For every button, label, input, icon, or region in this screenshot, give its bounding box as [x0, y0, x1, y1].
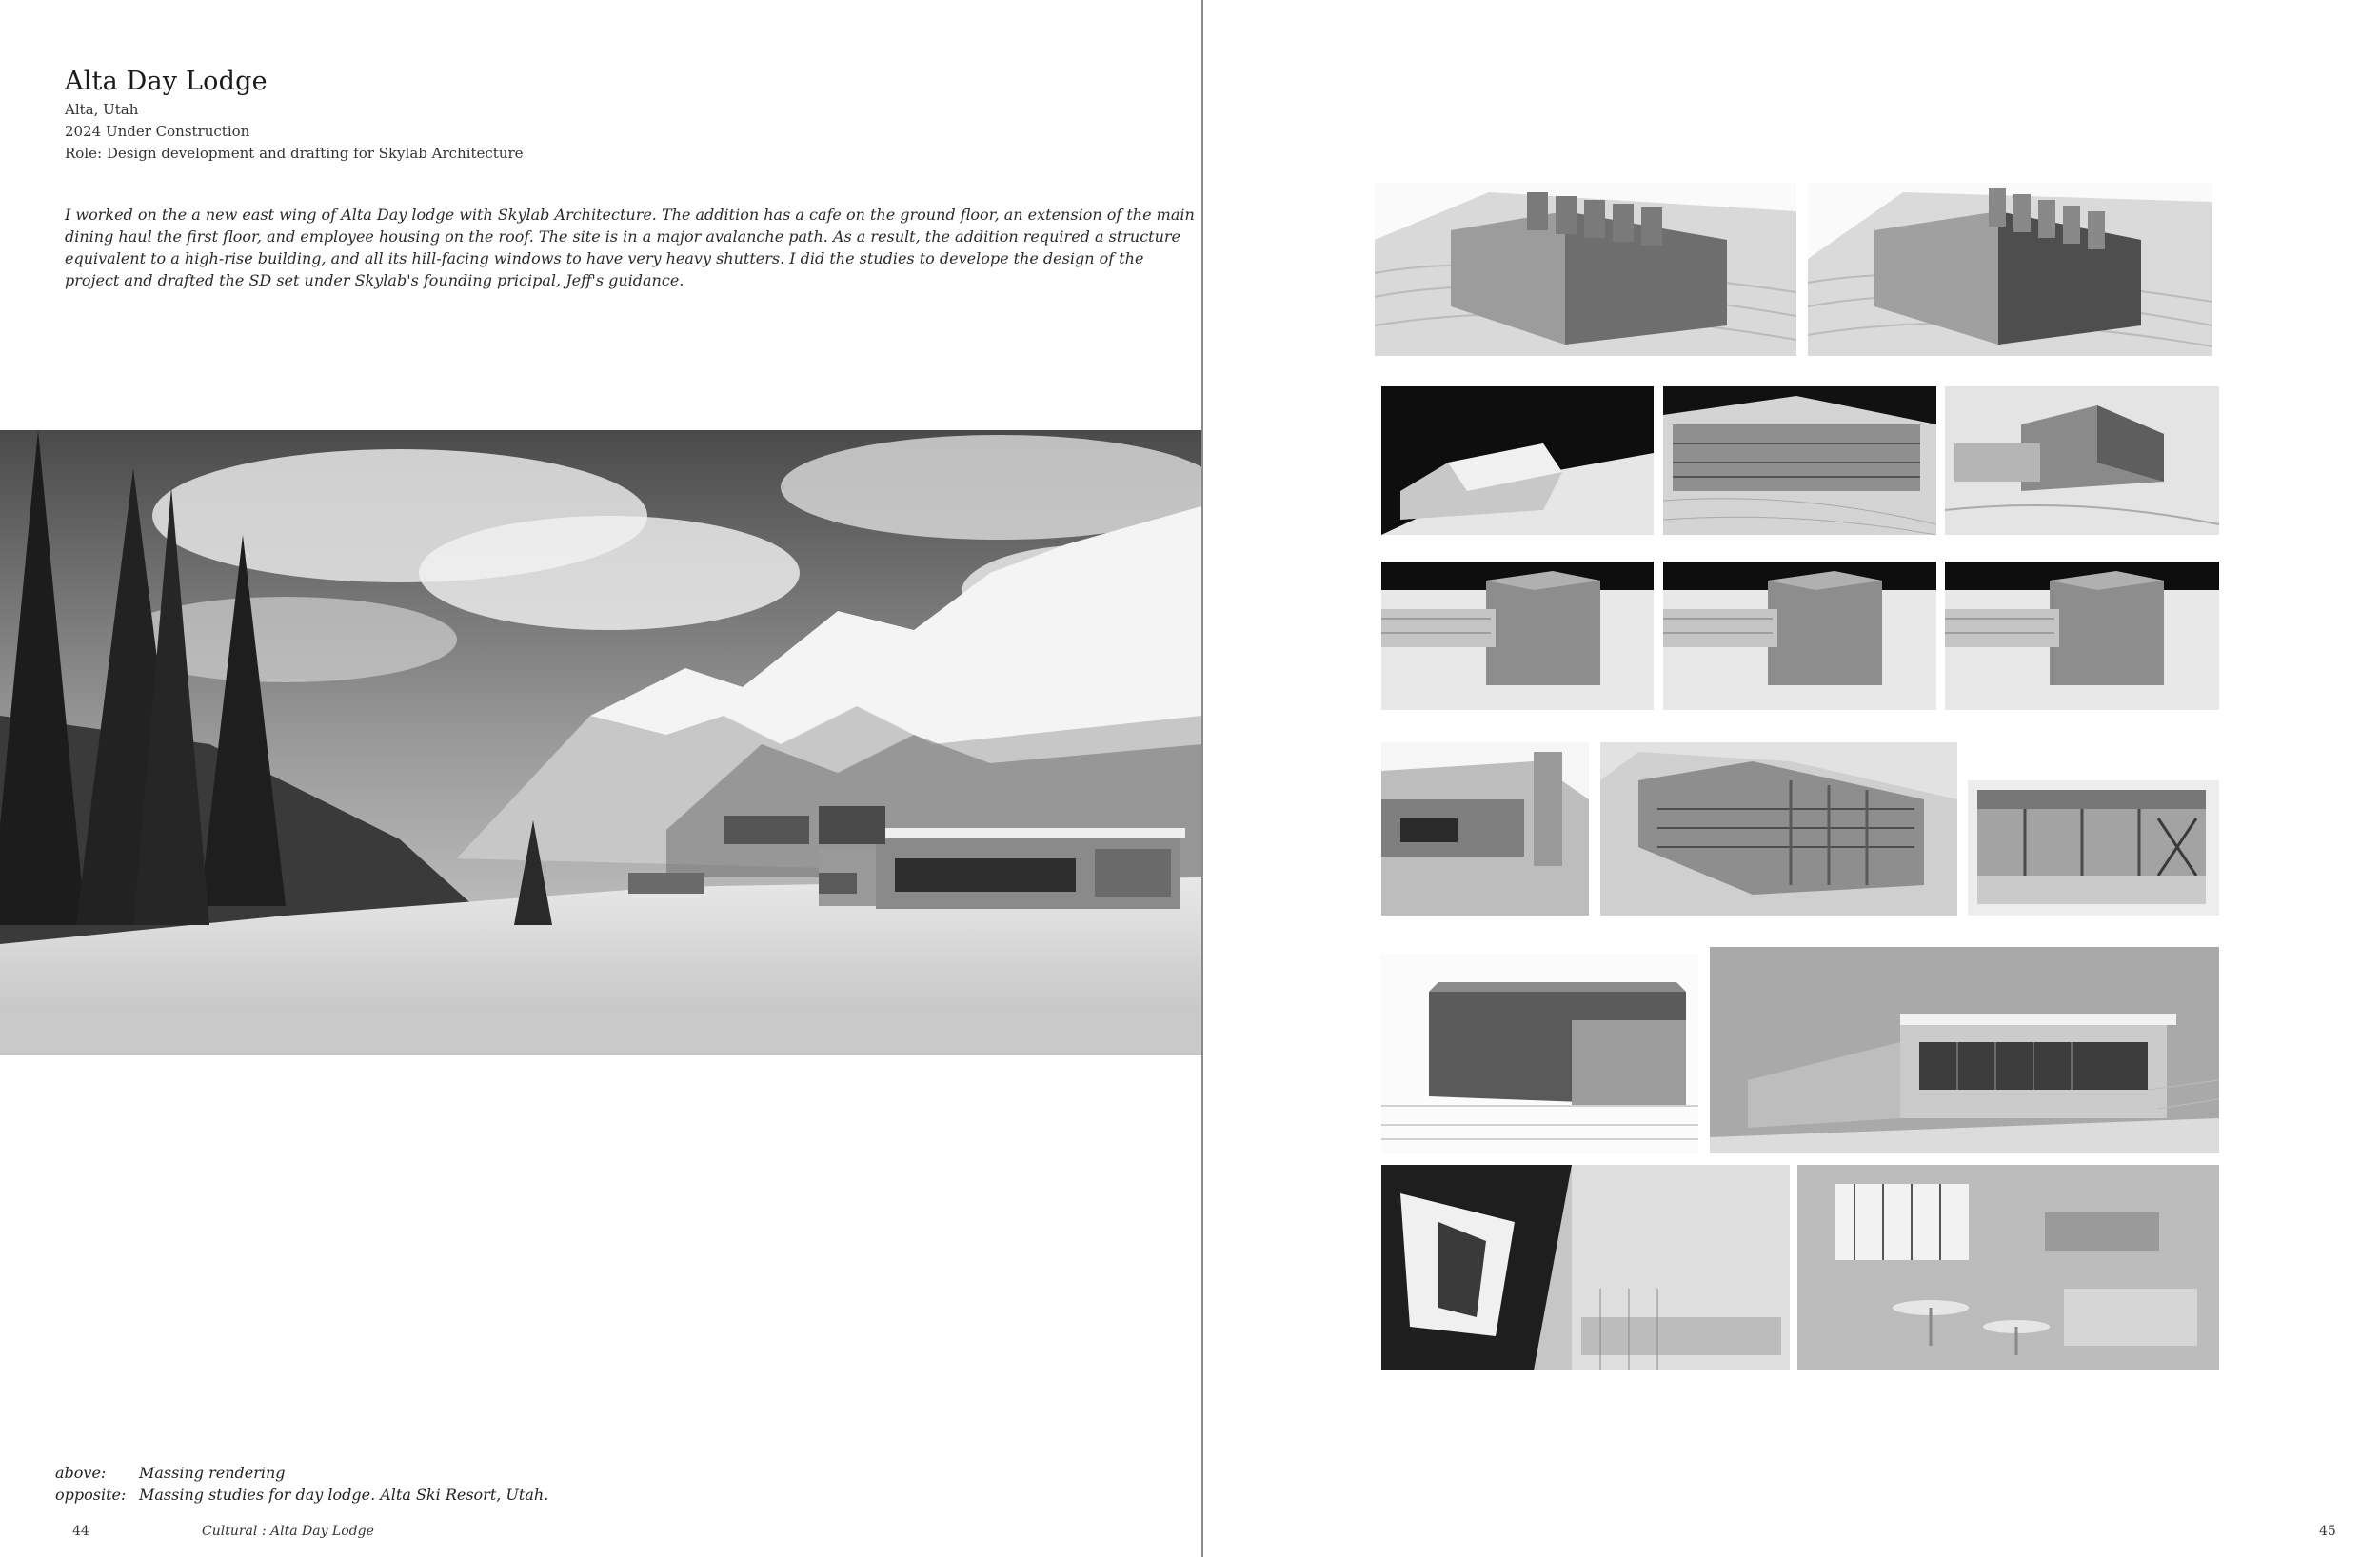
- massing-thumb-terraced: [1600, 742, 1957, 916]
- massing-thumb-dark-3: [1945, 386, 2219, 535]
- project-role: Role: Design development and drafting for Skylab Architecture: [65, 145, 524, 162]
- massing-thumb-tower-section: [1381, 742, 1589, 916]
- spread-divider: [1201, 0, 1203, 1557]
- running-head: Cultural : Alta Day Lodge: [202, 1524, 374, 1539]
- massing-thumb-east-elevation: [1381, 954, 1698, 1153]
- project-title: Alta Day Lodge: [65, 67, 268, 96]
- massing-thumb-aerial-a: [1375, 183, 1796, 356]
- caption-key: opposite:: [55, 1486, 127, 1504]
- massing-thumb-interior-cafe: [1797, 1165, 2219, 1370]
- description-line: I worked on the a new east wing of Alta Day lodge with Skylab Architecture. The addition has a cafe on the ground floor, an extension of the main: [65, 206, 1195, 224]
- project-description: [65, 204, 1195, 291]
- project-status: 2024 Under Construction: [65, 123, 250, 140]
- massing-thumb-framed-section: [1968, 780, 2219, 916]
- project-location: Alta, Utah: [65, 101, 139, 118]
- caption-opposite: [55, 1486, 548, 1504]
- caption-text: Massing rendering: [139, 1464, 286, 1482]
- description-line: equivalent to a high-rise building, and all its hill-facing windows to have very heavy shutters. I did the studies to develope the design of the: [65, 249, 1144, 267]
- massing-thumb-main-lodge: [1710, 947, 2219, 1153]
- massing-thumb-east-1: [1381, 562, 1654, 710]
- massing-thumb-east-3: [1945, 562, 2219, 710]
- massing-thumb-aerial-b: [1808, 183, 2212, 356]
- massing-thumb-dark-2: [1663, 386, 1936, 535]
- massing-thumb-east-2: [1663, 562, 1936, 710]
- caption-text: Massing studies for day lodge. Alta Ski Resort, Utah.: [139, 1486, 549, 1504]
- caption-key: above:: [55, 1464, 107, 1482]
- massing-thumb-dark-1: [1381, 386, 1654, 535]
- description-line: project and drafted the SD set under Skylab's founding pricipal, Jeff's guidance.: [65, 271, 684, 289]
- massing-thumb-interior-dining: [1381, 1165, 1790, 1370]
- hero-image: [0, 430, 1201, 1055]
- page-number-left: 44: [72, 1524, 89, 1539]
- caption-above: [55, 1464, 286, 1482]
- page-number-right: 45: [2319, 1524, 2336, 1539]
- description-line: dining haul the first floor, and employee housing on the roof. The site is in a major avalanche path. As a result, the addition required a structure: [65, 227, 1181, 246]
